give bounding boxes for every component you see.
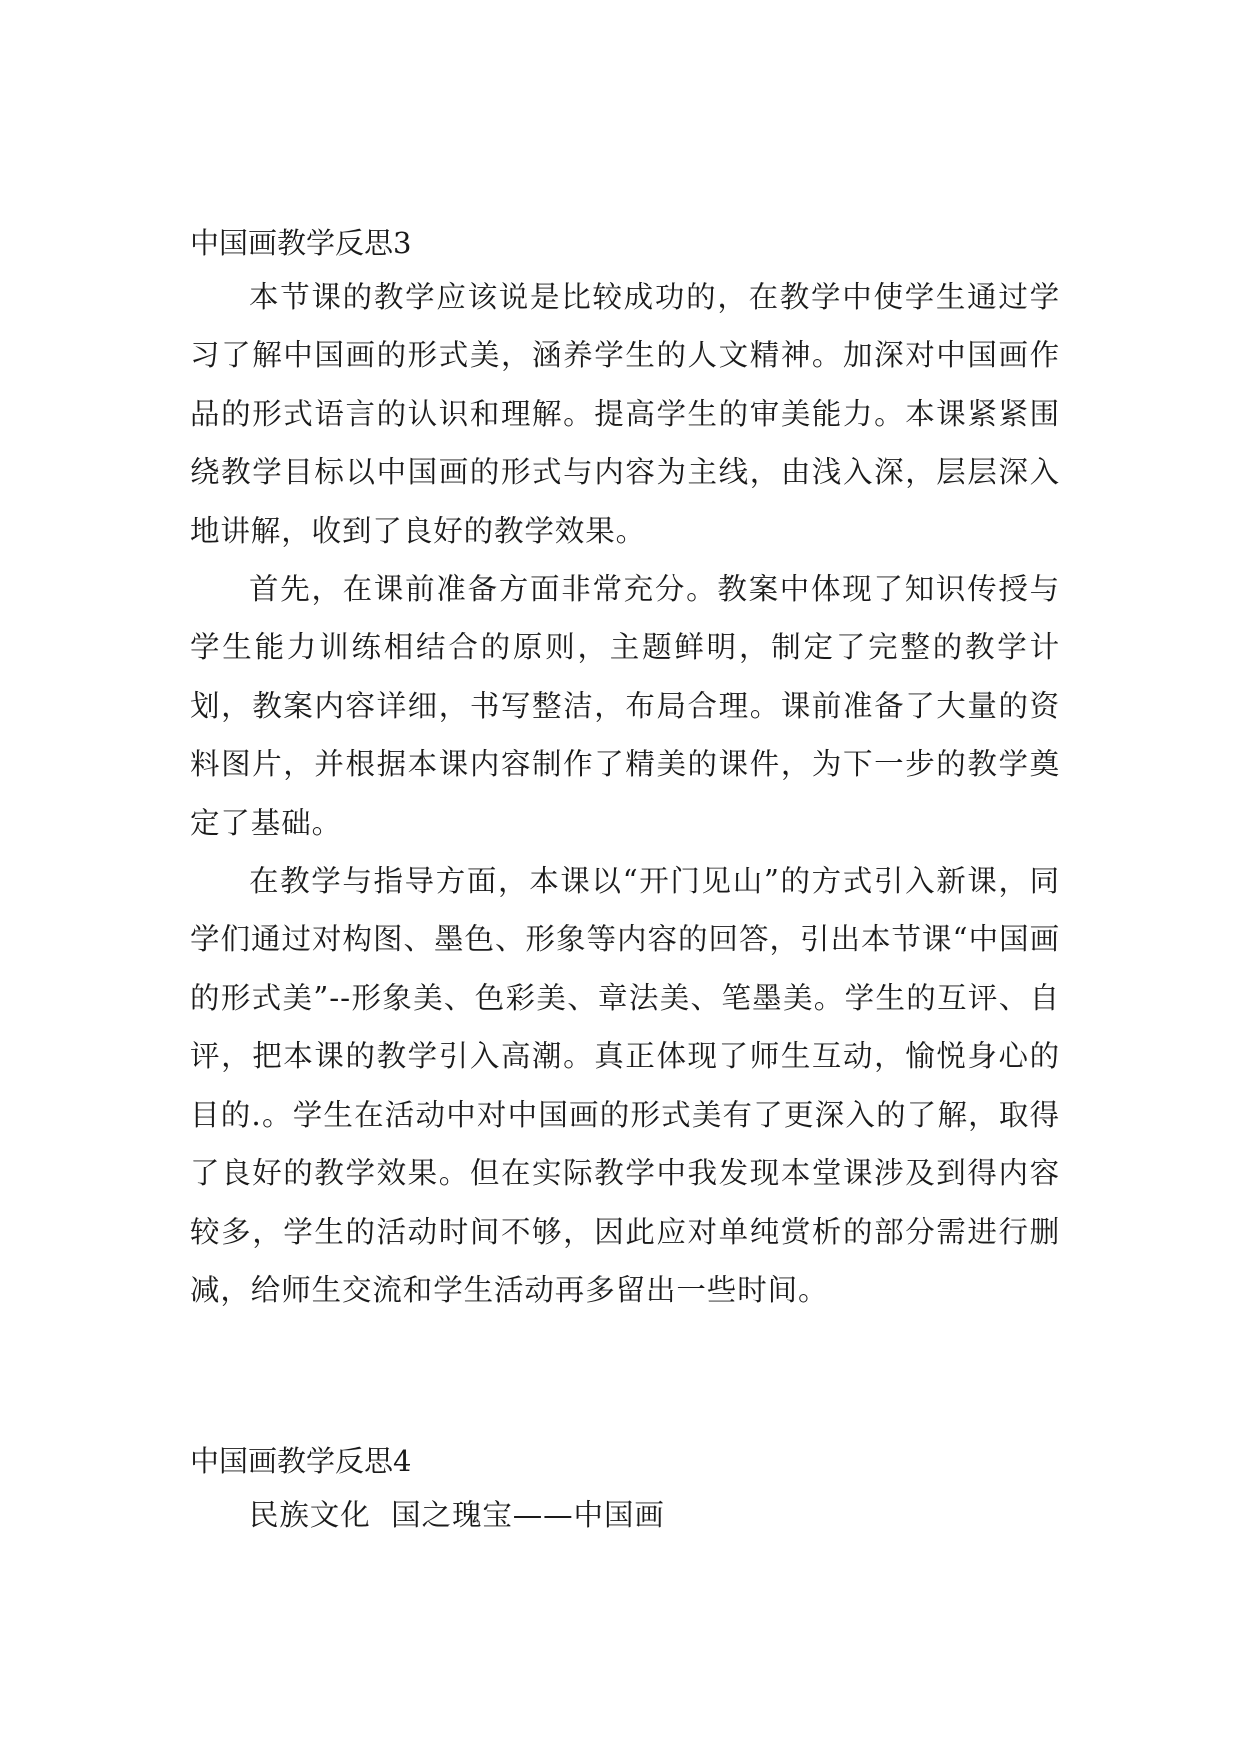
paragraph: 本节课的教学应该说是比较成功的，在教学中使学生通过学习了解中国画的形式美，涵养学生的人文精神。加深对中国画作品的形式语言的认识和理解。提高学生的审美能力。本课紧紧围绕教学目标以中国画的形式与内容为主线，由浅入深，层层深入地讲解，收到了良好的教学效果。	[190, 280, 1060, 548]
paragraph: 在教学与指导方面，本课以“开门见山”的方式引入新课，同学们通过对构图、墨色、形象等内容的回答，引出本节课“中国画的形式美”--形象美、色彩美、章法美、笔墨美。学生的互评、自评，把本课的教学引入高潮。真正体现了师生互动，愉悦身心的目的.。学生在活动中对中国画的形式美有了更深入的了解，取得了良好的教学效果。但在实际教学中我发现本堂课涉及到得内容较多，学生的活动时间不够，因此应对单纯赏析的部分需进行删减，给师生交流和学生活动再多留出一些时间。	[190, 864, 1060, 1307]
section-reflection-4	[190, 1436, 1060, 1544]
section-subtitle: 民族文化 国之瑰宝——中国画	[249, 1498, 665, 1532]
section-heading: 中国画教学反思4	[190, 1444, 412, 1478]
section-heading: 中国画教学反思3	[190, 226, 412, 260]
section-reflection-3	[190, 218, 1060, 1319]
paragraph: 首先，在课前准备方面非常充分。教案中体现了知识传授与学生能力训练相结合的原则，主题鲜明，制定了完整的教学计划，教案内容详细，书写整洁，布局合理。课前准备了大量的资料图片，并根据本课内容制作了精美的课件，为下一步的教学奠定了基础。	[190, 572, 1060, 840]
